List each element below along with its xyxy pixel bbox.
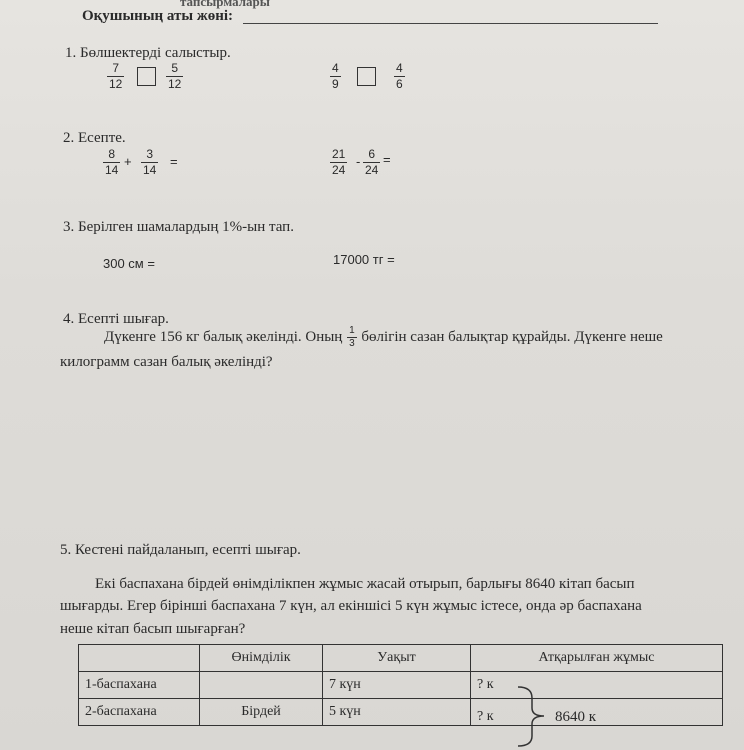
fraction-numerator: 1: [349, 325, 355, 336]
task2-fraction-c: [330, 148, 347, 177]
fraction-denominator: 14: [143, 163, 157, 177]
student-name-label: Оқушының аты жөні:: [82, 8, 234, 24]
table-cell[interactable]: [471, 672, 723, 699]
table-cell: 5 күн: [323, 699, 471, 726]
table-cell: 7 күн: [323, 672, 471, 699]
plus-operator: +: [124, 154, 132, 169]
table-cell: 2-баспахана: [79, 699, 200, 726]
task3-heading: 3. Берілген шамалардың 1%-ын тап.: [63, 219, 294, 235]
fraction-numerator: 3: [146, 147, 154, 161]
task1-fraction-c: [330, 62, 341, 91]
table-cell[interactable]: [200, 672, 323, 699]
unknown-work-1: ? к: [477, 677, 494, 692]
fraction-numerator: 4: [396, 61, 403, 75]
task2-fraction-a: [103, 148, 120, 177]
fraction-denominator: 12: [109, 77, 123, 91]
table-row: [79, 699, 723, 726]
curly-brace-icon: [514, 684, 548, 748]
task2-heading: 2. Есепте.: [63, 130, 126, 146]
equals-sign: =: [170, 154, 178, 169]
fraction-numerator: 8: [108, 147, 116, 161]
comparison-box-2[interactable]: [357, 67, 376, 86]
task1-fraction-b: [166, 62, 183, 91]
table-header-cell: [79, 645, 200, 672]
fraction-denominator: 3: [349, 338, 355, 349]
table-header-cell: Атқарылған жұмыс: [471, 645, 723, 672]
fraction-denominator: 6: [396, 77, 403, 91]
task4-fraction: [347, 326, 357, 349]
fraction-numerator: 4: [332, 61, 339, 75]
task4-heading: 4. Есепті шығар.: [63, 311, 169, 327]
task1-fraction-d: [394, 62, 405, 91]
task5-table: [78, 644, 723, 726]
table-row: [79, 672, 723, 699]
table-header-cell: Өнімділік: [200, 645, 323, 672]
header-top-fragment: тапсырмалары: [180, 0, 270, 9]
fraction-numerator: 7: [112, 61, 120, 75]
task3-item-tenge: 17000 тг =: [333, 252, 395, 267]
fraction-denominator: 24: [332, 163, 346, 177]
fraction-numerator: 5: [171, 61, 179, 75]
task2-fraction-d: [363, 148, 380, 177]
fraction-denominator: 24: [365, 163, 379, 177]
fraction-denominator: 12: [168, 77, 182, 91]
comparison-box-1[interactable]: [137, 67, 156, 86]
task4-line1: [104, 326, 740, 349]
task4-text-part1: Дүкенге 156 кг балық әкелінді. Оның: [104, 328, 343, 345]
task5-line2: шығарды. Егер біріншi баспахана 7 күн, ал екіншісі 5 күн жұмыс істесе, онда әр баспахана: [60, 598, 642, 614]
task4-text-part2: бөлігін сазан балықтар құрайды. Дүкенге неше: [361, 328, 663, 345]
task3-item-cm: 300 см =: [103, 256, 155, 271]
task5-line3: неше кітап басып шығарған?: [60, 621, 246, 637]
task2-fraction-b: [141, 148, 158, 177]
task1-heading: 1. Бөлшектерді салыстыр.: [65, 45, 231, 61]
unknown-work-2: ? к: [477, 709, 494, 724]
table-header-cell: Уақыт: [323, 645, 471, 672]
fraction-denominator: 14: [105, 163, 119, 177]
fraction-numerator: 6: [368, 147, 376, 161]
task5-line1: Екі баспахана бірдей өнімділікпен жұмыс жасай отырып, барлығы 8640 кітап басып: [95, 576, 635, 592]
task4-line2: килограмм сазан балық әкелінді?: [60, 354, 273, 370]
minus-operator: -: [356, 154, 361, 169]
table-cell: 1-баспахана: [79, 672, 200, 699]
table-cell: Бірдей: [200, 699, 323, 726]
task5-heading: 5. Кестені пайдаланып, есепті шығар.: [60, 542, 301, 558]
table-cell[interactable]: [471, 699, 723, 726]
total-work-value: 8640 к: [555, 709, 597, 725]
student-name-line[interactable]: [243, 23, 658, 24]
table-header-row: [79, 645, 723, 672]
fraction-denominator: 9: [332, 77, 339, 91]
task1-fraction-a: [107, 62, 124, 91]
fraction-numerator: 21: [332, 147, 346, 161]
equals-sign: =: [383, 152, 391, 167]
